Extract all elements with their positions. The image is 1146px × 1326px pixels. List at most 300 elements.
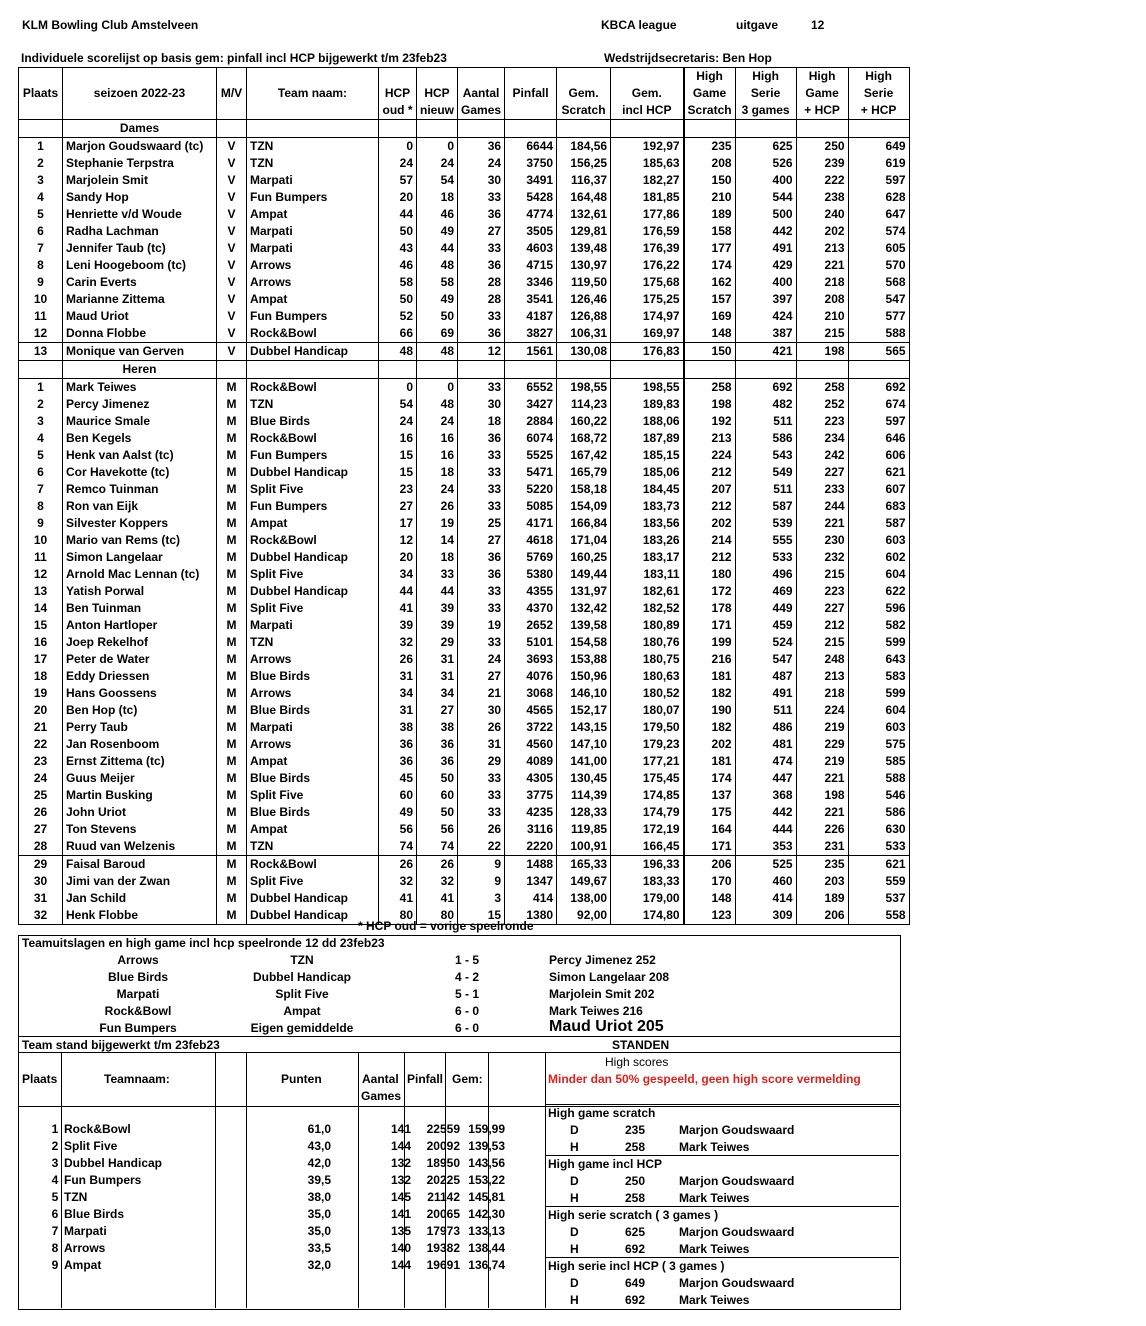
result-home-team: Fun Bumpers [99,1021,177,1035]
team-pinfall: 20092 [426,1139,460,1153]
team-pinfall: 21142 [427,1190,460,1204]
table-cell: 588 [848,770,909,787]
table-cell: V [217,274,247,291]
table-cell: Remco Tuinman [63,481,217,498]
table-cell: 202 [796,223,848,240]
table-cell: 192,97 [611,138,684,156]
table-cell [19,361,63,379]
table-cell: 568 [848,274,909,291]
table-cell: Marpati [247,240,379,257]
table-cell: 132,42 [557,600,611,617]
table-cell [848,120,909,138]
high-score-value: 235 [625,1123,646,1137]
table-cell: 179,50 [611,719,684,736]
table-cell: 50 [417,804,458,821]
table-cell: 176,39 [611,240,684,257]
table-cell: 587 [848,515,909,532]
table-cell: 474 [735,753,796,770]
high-score-gender: H [570,1293,579,1307]
table-cell: 309 [735,907,796,925]
table-row [19,890,910,907]
table-cell: 58 [379,274,417,291]
table-cell: 189 [796,890,848,907]
table-cell: 486 [735,719,796,736]
table-cell: 216 [684,651,736,668]
table-cell: 6074 [505,430,557,447]
table-cell: Donna Flobbe [63,325,217,343]
table-cell: 27 [458,223,505,240]
table-cell: 231 [796,838,848,856]
table-cell: 24 [458,155,505,172]
table-cell: 158 [684,223,736,240]
table-cell: 223 [796,413,848,430]
table-cell: 643 [848,651,909,668]
table-cell: 597 [848,413,909,430]
table-cell: 240 [796,206,848,223]
table-cell: Blue Birds [247,413,379,430]
result-high-game: Mark Teiwes 216 [549,1004,643,1018]
table-cell: 12 [19,325,63,343]
table-cell: 160,22 [557,413,611,430]
table-cell: 26 [458,821,505,838]
col-seizoen: seizoen 2022-23 [63,85,217,102]
table-cell: 137 [684,787,736,804]
table-cell: Split Five [247,873,379,890]
table-row [19,172,910,189]
table-cell: Leni Hoogeboom (tc) [63,257,217,274]
table-cell: 187,89 [611,430,684,447]
table-cell: 184,56 [557,138,611,156]
table-cell: 18 [417,549,458,566]
table-cell [557,120,611,138]
table-cell: 212 [684,464,736,481]
table-cell: 199 [684,634,736,651]
table-row [19,138,910,156]
table-cell: V [217,257,247,274]
score-table: High High High High Plaats seizoen 2022-23 M/V Team naam: HCP HCP Aantal Pinfall Gem. Gem. Game Serie Game Serie oud * nieuw Games Scratch incl HCP Scratch 3 games + HCP + HCP Dames 1 Marjon Goudswaard (tc) V TZN 0 0 36 6644 184,56 192,97 235 625 250 649 2 Stephanie Terpstra V TZN 24 24 24 3750 156,25 185,63 208 526 239 619 3 Marjolein Smit V Marpati 57 54 30 3491 116,37 182,27 150 400 222 597 4 Sandy Hop V Fun Bumpers 20 18 33 5428 164,48 181,85 210 544 238 628 5 Henriette v/d Woude V Ampat 44 46 36 4774 132,61 177,86 189 500 240 647 6 Radha Lachman V Marpati 50 49 27 3505 129,81 176,59 158 442 202 574 7 Jennifer Taub (tc) V Marpati 43 44 33 4603 139,48 176,39 177 491 213 605 8 Leni Hoogeboom (tc) V Arrows 46 48 36 4715 130,97 176,22 174 429 221 570 9 Carin Everts V Arrows 58 58 28 3346 119,50 175,68 162 400 218 568 10 Marianne Zittema V Ampat 50 49 28 3541 126,46 175,25 157 397 208 547 11 Maud Uriot V Fun Bumpers 52 50 33 4187 126,88 174,97 169 424 210 577 12 Donna Flobbe V Rock&Bowl 66 69 36 3827 106,31 169,97 148 387 215 588 13 Monique van Gerven V Dubbel Handicap 48 48 12 1561 130,08 176,83 150 421 198 565 Heren 1 Mark Teiwes M Rock&Bowl 0 0 33 6552 198,55 198,55 258 692 258 692 2 Percy Jimenez M TZN 54 48 30 3427 114,23 189,83 198 482 252 674 3 Maurice Smale M Blue Birds 24 24 18 2884 160,22 188,06 192 511 223 597 4 Ben Kegels M Rock&Bowl 16 16 36 6074 168,72 187,89 213 586 234 646 5 Henk van Aalst (tc) M Fun Bumpers 15 16 33 5525 167,42 185,15 224 543 242 606 6 Cor Havekotte (tc) M Dubbel Handicap 15 18 33 5471 165,79 185,06 212 549 227 621 7 Remco Tuinman M Split Five 23 24 33 5220 158,18 184,45 207 511 233 607 8 Ron van Eijk M Fun Bumpers 27 26 33 5085 154,09 183,73 212 587 244 683 9 Silvester Koppers M Ampat 17 19 25 4171 166,84 183,56 202 539 221 587 10 Mario van Rems (tc) M Rock&Bowl 12 14 27 4618 171,04 183,26 214 555 230 603 11 Simon Langelaar M Dubbel Handicap 20 18 36 5769 160,25 183,17 212 533 232 602 12 Arnold Mac Lennan (tc) M Split Five 34 33 36 5380 149,44 183,11 180 496 215 604 13 Yatish Porwal M Dubbel Handicap 44 44 33 4355 131,97 182,61 172 469 223 622 14 Ben Tuinman M Split Five 41 39 33 4370 132,42 182,52 178 449 227 596 15 Anton Hartloper M Marpati 39 39 19 2652 139,58 180,89 171 459 212 582 16 Joep Rekelhof M TZN 32 29 33 5101 154,58 180,76 199 524 215 599 17 Peter de Water M Arrows 26 31 24 3693 153,88 180,75 216 547 248 643 18 Eddy Driessen M Blue Birds 31 31 27 4076 150,96 180,63 181 487 213 583 19 Hans Goossens M Arrows 34 34 21 3068 146,10 180,52 182 491 218 599 20 Ben Hop (tc) M Blue Birds 31 27 30 4565 152,17 180,07 190 511 224 604 21 Perry Taub M Marpati 38 38 26 3722 143,15 179,50 182 486 219 603 22 Jan Rosenboom M Arrows 36 36 31 4560 147,10 179,23 202 481 229 575 23 Ernst Zittema (tc) M Ampat 36 36 29 4089 141,00 177,21 181 474 219 585 24 Guus Meijer M Blue Birds 45 50 33 4305 130,45 175,45 174 447 221 588 25 Martin Busking M Split Five 60 60 33 3775 114,39 174,85 137 368 198 546 26 John Uriot M Blue Birds 49 50 33 4235 128,33 174,79 175 442 221 586 27 Ton Stevens M Ampat 56 56 26 3116 119,85 172,19 164 444 226 630 28 Ruud van Welzenis M TZN 74 74 22 2220 100,91 166,45 171 353 231 533 29 Faisal Baroud M Rock&Bowl 26 26 9 1488 165,33 196,33 206 525 235 621 30 Jimi van der Zwan M Split Five 32 32 9 1347 149,67 183,33 170 460 203 559 31 Jan Schild M Dubbel Handicap 41 41 3 414 138,00 179,00 148 414 189 537 32 Henk Flobbe M Dubbel Handicap 80 80 15 1380 92,00 174,80 123 309 206 558 [18,67,910,925]
table-cell: 27 [458,668,505,685]
table-cell: 28 [458,291,505,308]
table-cell: 2 [19,396,63,413]
table-cell: 167,42 [557,447,611,464]
table-cell: Rock&Bowl [247,379,379,397]
table-cell: 210 [796,308,848,325]
table-cell: 160,25 [557,549,611,566]
table-cell: 221 [796,257,848,274]
table-cell: M [217,804,247,821]
table-cell: 28 [19,838,63,856]
table-cell: 5220 [505,481,557,498]
table-cell: Simon Langelaar [63,549,217,566]
table-cell: Sandy Hop [63,189,217,206]
table-cell: 180,07 [611,702,684,719]
table-cell: 3750 [505,155,557,172]
table-cell: M [217,583,247,600]
table-cell: 8 [19,257,63,274]
table-cell: 20 [379,549,417,566]
table-cell: 353 [735,838,796,856]
table-cell: 24 [379,413,417,430]
table-cell: 182 [684,685,736,702]
table-cell: 1488 [505,856,557,874]
table-cell: 239 [796,155,848,172]
table-cell: M [217,873,247,890]
table-cell: 158,18 [557,481,611,498]
table-cell: 181,85 [611,189,684,206]
table-cell: 66 [379,325,417,343]
table-cell: 583 [848,668,909,685]
table-cell: 31 [379,702,417,719]
table-cell: 177,86 [611,206,684,223]
table-cell: 38 [417,719,458,736]
table-cell: 175 [684,804,736,821]
table-cell: 13 [19,343,63,361]
table-row [19,787,910,804]
league-label: KBCA league [601,18,677,32]
table-cell: 210 [684,189,736,206]
table-cell: 212 [684,549,736,566]
table-cell: 424 [735,308,796,325]
table-cell: 48 [417,343,458,361]
table-cell: 185,06 [611,464,684,481]
table-cell: 148 [684,325,736,343]
results-title: Teamuitslagen en high game incl hcp speelronde 12 dd 23feb23 [22,936,385,950]
table-cell: 58 [417,274,458,291]
table-cell: 599 [848,685,909,702]
table-cell: Split Five [247,566,379,583]
table-cell: 219 [796,719,848,736]
table-cell: 4370 [505,600,557,617]
table-cell: 586 [848,804,909,821]
table-cell: 177,21 [611,753,684,770]
table-row [19,770,910,787]
table-cell: 1380 [505,907,557,925]
table-cell: 4715 [505,257,557,274]
table-row [19,702,910,719]
table-cell: 190 [684,702,736,719]
table-cell: 469 [735,583,796,600]
table-cell: 44 [417,583,458,600]
table-cell: 50 [379,291,417,308]
table-row [19,753,910,770]
table-cell: 182 [684,719,736,736]
table-cell: 491 [735,685,796,702]
table-cell [796,120,848,138]
table-row [19,515,910,532]
table-cell: 4 [19,189,63,206]
table-row [19,617,910,634]
result-away-team: Ampat [283,1004,321,1018]
table-row [19,719,910,736]
table-cell: 150,96 [557,668,611,685]
table-cell: 218 [796,274,848,291]
team-name: Marpati [64,1224,107,1238]
table-cell: 74 [417,838,458,856]
table-cell: 36 [417,753,458,770]
table-cell: 32 [19,907,63,925]
table-cell [217,120,247,138]
table-cell: 18 [19,668,63,685]
table-cell: M [217,430,247,447]
table-cell: Cor Havekotte (tc) [63,464,217,481]
table-cell: 1 [19,138,63,156]
table-cell [611,361,684,379]
table-cell: 45 [379,770,417,787]
table-cell: 19 [19,685,63,702]
table-cell: 230 [796,532,848,549]
table-cell [379,361,417,379]
table-cell: 3827 [505,325,557,343]
table-cell: M [217,566,247,583]
table-cell: 5428 [505,189,557,206]
table-cell: 126,46 [557,291,611,308]
team-place: 2 [51,1139,59,1153]
table-cell [19,120,63,138]
table-cell: 582 [848,617,909,634]
table-cell: 8 [19,498,63,515]
table-cell: 33 [458,379,505,397]
table-row [19,343,910,361]
table-cell: 180,76 [611,634,684,651]
high-score-value: 250 [625,1174,646,1188]
table-row [19,736,910,753]
table-cell: 15 [458,907,505,925]
team-place: 3 [51,1156,59,1170]
table-cell: V [217,308,247,325]
table-row [19,566,910,583]
table-cell: 549 [735,464,796,481]
table-cell: 4305 [505,770,557,787]
table-cell: 20 [19,702,63,719]
table-cell: 24 [417,413,458,430]
table-cell: 147,10 [557,736,611,753]
table-cell: 164 [684,821,736,838]
team-pinfall: 17973 [426,1224,460,1238]
table-cell: 36 [458,430,505,447]
team-pinfall: 20225 [426,1173,460,1187]
table-cell: 487 [735,668,796,685]
table-cell: Carin Everts [63,274,217,291]
result-away-team: Eigen gemiddelde [250,1021,354,1035]
table-cell: 180,63 [611,668,684,685]
table-cell: 587 [735,498,796,515]
table-cell: 185,15 [611,447,684,464]
high-score-title: High serie incl HCP ( 3 games ) [548,1259,725,1273]
table-cell: 1347 [505,873,557,890]
table-cell: 21 [458,685,505,702]
table-cell: 16 [417,447,458,464]
table-cell: V [217,240,247,257]
table-cell: 69 [417,325,458,343]
table-cell: 9 [19,515,63,532]
table-cell: 229 [796,736,848,753]
high-score-value: 692 [625,1293,646,1307]
table-cell: 148 [684,890,736,907]
result-score: 1 - 5 [454,953,479,967]
team-games: 141 [390,1207,411,1221]
table-cell: 5471 [505,464,557,481]
table-cell: Ben Hop (tc) [63,702,217,719]
table-cell: M [217,498,247,515]
table-cell: 511 [735,413,796,430]
table-cell: 166,84 [557,515,611,532]
table-cell: 1561 [505,343,557,361]
table-cell: M [217,634,247,651]
table-cell: John Uriot [63,804,217,821]
table-cell: 154,09 [557,498,611,515]
table-cell: 208 [684,155,736,172]
table-cell: 123 [684,907,736,925]
table-cell: 4603 [505,240,557,257]
team-average: 139,53 [468,1139,505,1153]
table-cell: Maud Uriot [63,308,217,325]
table-cell: 44 [417,240,458,257]
table-cell: 258 [684,379,736,397]
table-cell: 221 [796,804,848,821]
table-cell: 56 [379,821,417,838]
table-cell: 235 [684,138,736,156]
table-cell: M [217,600,247,617]
table-cell: 605 [848,240,909,257]
table-cell: 11 [19,308,63,325]
table-cell [684,361,736,379]
table-cell [796,361,848,379]
result-high-game: Marjolein Smit 202 [549,987,655,1001]
table-row [19,838,910,856]
table-cell: 175,68 [611,274,684,291]
result-score: 4 - 2 [454,970,479,984]
table-cell: 4171 [505,515,557,532]
table-cell: 18 [458,413,505,430]
table-cell: Fun Bumpers [247,189,379,206]
table-cell: 3068 [505,685,557,702]
edition-label: uitgave [736,18,779,32]
table-cell: 29 [417,634,458,651]
table-cell: 128,33 [557,804,611,821]
table-cell: Marjolein Smit [63,172,217,189]
table-cell: 575 [848,736,909,753]
table-cell: V [217,325,247,343]
table-cell: 33 [458,240,505,257]
table-row [19,498,910,515]
table-cell: 596 [848,600,909,617]
table-cell: 5769 [505,549,557,566]
table-row [19,685,910,702]
table-cell: 570 [848,257,909,274]
table-cell: 429 [735,257,796,274]
table-cell: 447 [735,770,796,787]
table-cell: 692 [848,379,909,397]
table-cell: M [217,464,247,481]
table-cell: 214 [684,532,736,549]
table-cell: 34 [379,685,417,702]
high-score-player: Mark Teiwes [679,1191,750,1205]
table-cell: 649 [848,138,909,156]
table-cell: 1 [19,379,63,397]
table-cell: V [217,223,247,240]
table-cell: 250 [796,138,848,156]
team-name: TZN [64,1190,88,1204]
table-cell: Arrows [247,257,379,274]
table-cell: 17 [379,515,417,532]
table-cell: 146,10 [557,685,611,702]
table-cell: 174,97 [611,308,684,325]
table-cell: 24 [417,481,458,498]
table-cell: 164,48 [557,189,611,206]
table-cell: 33 [458,804,505,821]
table-cell: Blue Birds [247,668,379,685]
team-points: 35,0 [307,1224,331,1238]
table-cell: 3541 [505,291,557,308]
table-cell: 119,85 [557,821,611,838]
table-cell: 130,45 [557,770,611,787]
table-cell: 26 [19,804,63,821]
table-cell: 48 [417,396,458,413]
table-cell: 50 [417,308,458,325]
col-ts-gem: Gem: [452,1072,483,1086]
table-cell: 17 [19,651,63,668]
table-cell: 16 [19,634,63,651]
table-cell: 238 [796,189,848,206]
table-cell: 174,79 [611,804,684,821]
table-cell: 11 [19,549,63,566]
table-cell: 14 [19,600,63,617]
table-row [19,447,910,464]
team-average: 136,74 [468,1258,505,1272]
table-cell: 33 [417,566,458,583]
table-cell: 397 [735,291,796,308]
table-cell: 3491 [505,172,557,189]
table-cell: Ampat [247,291,379,308]
table-cell: 168,72 [557,430,611,447]
high-score-gender: H [570,1242,579,1256]
table-cell: 444 [735,821,796,838]
table-cell: M [217,907,247,925]
team-average: 142,30 [468,1207,505,1221]
table-cell: 207 [684,481,736,498]
table-cell: 174 [684,770,736,787]
table-cell: Fun Bumpers [247,308,379,325]
table-cell: 16 [379,430,417,447]
table-row [19,155,910,172]
table-cell: 604 [848,566,909,583]
table-cell: 387 [735,325,796,343]
table-cell: M [217,515,247,532]
table-cell: 36 [458,325,505,343]
table-cell: 153,88 [557,651,611,668]
table-cell: Martin Busking [63,787,217,804]
club-title: KLM Bowling Club Amstelveen [22,18,199,32]
result-score: 6 - 0 [454,1021,479,1035]
table-cell: 577 [848,308,909,325]
table-row [19,532,910,549]
table-cell: 33 [458,600,505,617]
table-row [19,651,910,668]
table-cell: 33 [458,447,505,464]
table-cell: 106,31 [557,325,611,343]
table-cell: 400 [735,274,796,291]
high-score-player: Marjon Goudswaard [679,1276,795,1290]
table-cell: 5085 [505,498,557,515]
table-cell: Dubbel Handicap [247,549,379,566]
table-cell: 36 [379,753,417,770]
table-cell: 181 [684,668,736,685]
table-cell: Yatish Porwal [63,583,217,600]
table-cell: 129,81 [557,223,611,240]
table-cell: 182,61 [611,583,684,600]
warning-text: Minder dan 50% gespeeld, geen high score vermelding [548,1072,861,1086]
table-cell: 24 [19,770,63,787]
